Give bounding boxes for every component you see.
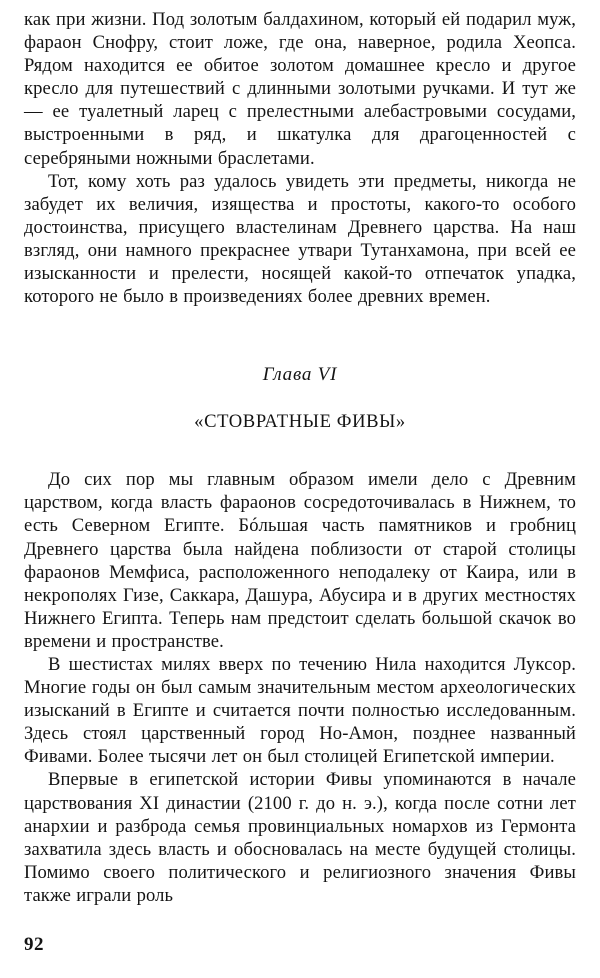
page-number: 92 — [24, 934, 44, 955]
chapter-label: Глава VI — [262, 364, 338, 386]
book-page — [24, 8, 576, 907]
chapter-title: «СТОВРАТНЫЕ ФИВЫ» — [194, 411, 406, 433]
paragraph-old-kingdom: До сих пор мы главным образом имели дело с Древним царством, когда власть фараонов сосредоточивалась в Нижнем, то есть Северном Египте. Бóльшая часть памятников и гробниц Древнего царства была найдена поблизости от старой столицы фараонов Мемфиса, расположенного неподалеку от Каира, или в некрополях Гизе, Саккара, Дашура, Абусира и в других местностях Нижнего Египта. Теперь нам предстоит сделать большой скачок во времени и пространстве. — [24, 469, 576, 652]
paragraph-luxor: В шестистах милях вверх по течению Нила находится Луксор. Многие годы он был самым значительным местом археологических изысканий в Египте и считается почти полностью исследованным. Здесь стоял царственный город Но-Амон, позднее названный Фивами. Более тысячи лет он был столицей Египетской империи. — [24, 653, 576, 768]
paragraph-continuation: как при жизни. Под золотым балдахином, который ей подарил муж, фараон Снофру, стоит ложе, где она, наверное, родила Хеопса. Рядом находится ее обитое золотом домашнее кресло и другое кресло для путешествий с длинными золотыми ручками. И тут же — ее туалетный ларец с прелестными алебастровыми сосудами, выстроенными в ряд, и шкатулка для драгоценностей с серебряными ножными браслетами. — [24, 9, 576, 169]
paragraph-artifacts: Тот, кому хоть раз удалось увидеть эти предметы, никогда не забудет их величия, изящества и простоты, какого-то особого достоинства, присущего властелинам Древнего царства. На наш взгляд, они намного прекраснее утвари Тутанхамона, при всей ее изысканности и прелести, носящей какой-то отпечаток упадка, которого не было в произведениях более древних времен. — [24, 170, 576, 308]
paragraph-thebes-history: Впервые в египетской истории Фивы упоминаются в начале царствования XI династии (2100 г. до н. э.), когда после сотни лет анархии и разброда семья провинциальных номархов из Гермонта захватила здесь власть и обосновалась на месте будущей столицы. Помимо своего политического и религиозного значения Фивы также играли роль — [24, 769, 576, 906]
